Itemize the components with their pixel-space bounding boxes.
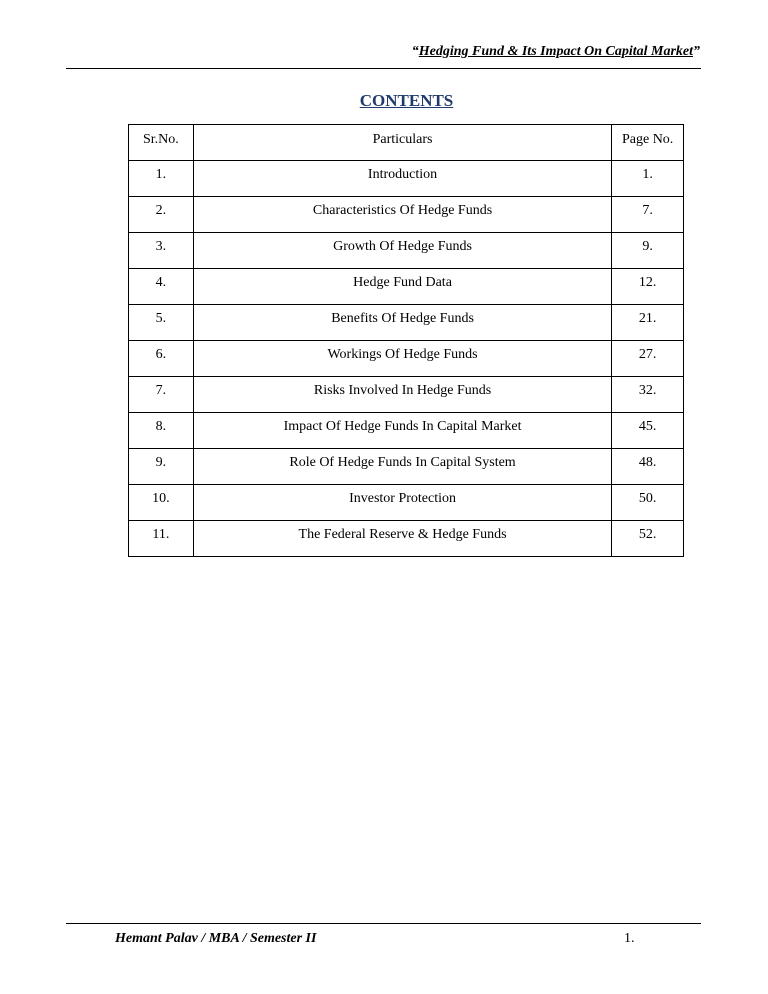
- contents-heading: CONTENTS: [359, 91, 454, 110]
- particular-cell: The Federal Reserve & Hedge Funds: [193, 521, 612, 557]
- page-no-cell: 12.: [612, 269, 684, 305]
- column-header-page-no: Page No.: [612, 125, 684, 161]
- page-no-cell: 52.: [612, 521, 684, 557]
- sr-no-cell: 2.: [129, 197, 194, 233]
- page-no-cell: 50.: [612, 485, 684, 521]
- table-of-contents: [128, 124, 684, 557]
- sr-no-cell: 3.: [129, 233, 194, 269]
- header-close-quote: ”: [693, 44, 700, 59]
- particular-cell: Impact Of Hedge Funds In Capital Market: [193, 413, 612, 449]
- particular-cell: Role Of Hedge Funds In Capital System: [193, 449, 612, 485]
- sr-no-cell: 7.: [129, 377, 194, 413]
- sr-no-cell: 10.: [129, 485, 194, 521]
- particular-cell: Benefits Of Hedge Funds: [193, 305, 612, 341]
- table-row: [129, 377, 684, 413]
- page-no-cell: 1.: [612, 161, 684, 197]
- document-header-title: [412, 44, 700, 60]
- particular-cell: Investor Protection: [193, 485, 612, 521]
- sr-no-cell: 8.: [129, 413, 194, 449]
- particular-cell: Characteristics Of Hedge Funds: [193, 197, 612, 233]
- table-row: [129, 413, 684, 449]
- table-row: [129, 485, 684, 521]
- page-no-cell: 21.: [612, 305, 684, 341]
- sr-no-cell: 9.: [129, 449, 194, 485]
- table-row: [129, 521, 684, 557]
- particular-cell: Workings Of Hedge Funds: [193, 341, 612, 377]
- page-no-cell: 9.: [612, 233, 684, 269]
- page-no-cell: 48.: [612, 449, 684, 485]
- sr-no-cell: 11.: [129, 521, 194, 557]
- footer-page-number: 1.: [624, 931, 635, 946]
- table-row: [129, 449, 684, 485]
- sr-no-cell: 5.: [129, 305, 194, 341]
- table-row: [129, 233, 684, 269]
- page-no-cell: 32.: [612, 377, 684, 413]
- table-row: [129, 341, 684, 377]
- particular-cell: Introduction: [193, 161, 612, 197]
- particular-cell: Hedge Fund Data: [193, 269, 612, 305]
- column-header-particulars: Particulars: [193, 125, 612, 161]
- table-header-row: [129, 125, 684, 161]
- column-header-sr-no: Sr.No.: [129, 125, 194, 161]
- table-row: [129, 197, 684, 233]
- footer-divider: [66, 923, 701, 924]
- sr-no-cell: 4.: [129, 269, 194, 305]
- sr-no-cell: 1.: [129, 161, 194, 197]
- page-no-cell: 27.: [612, 341, 684, 377]
- page-no-cell: 45.: [612, 413, 684, 449]
- table-row: [129, 269, 684, 305]
- page-no-cell: 7.: [612, 197, 684, 233]
- table-row: [129, 305, 684, 341]
- footer-author: Hemant Palav / MBA / Semester II: [115, 931, 317, 946]
- sr-no-cell: 6.: [129, 341, 194, 377]
- particular-cell: Growth Of Hedge Funds: [193, 233, 612, 269]
- header-open-quote: “: [411, 44, 419, 59]
- table-row: [129, 161, 684, 197]
- header-title-text: Hedging Fund & Its Impact On Capital Market: [418, 44, 693, 59]
- particular-cell: Risks Involved In Hedge Funds: [193, 377, 612, 413]
- header-divider: [66, 68, 701, 69]
